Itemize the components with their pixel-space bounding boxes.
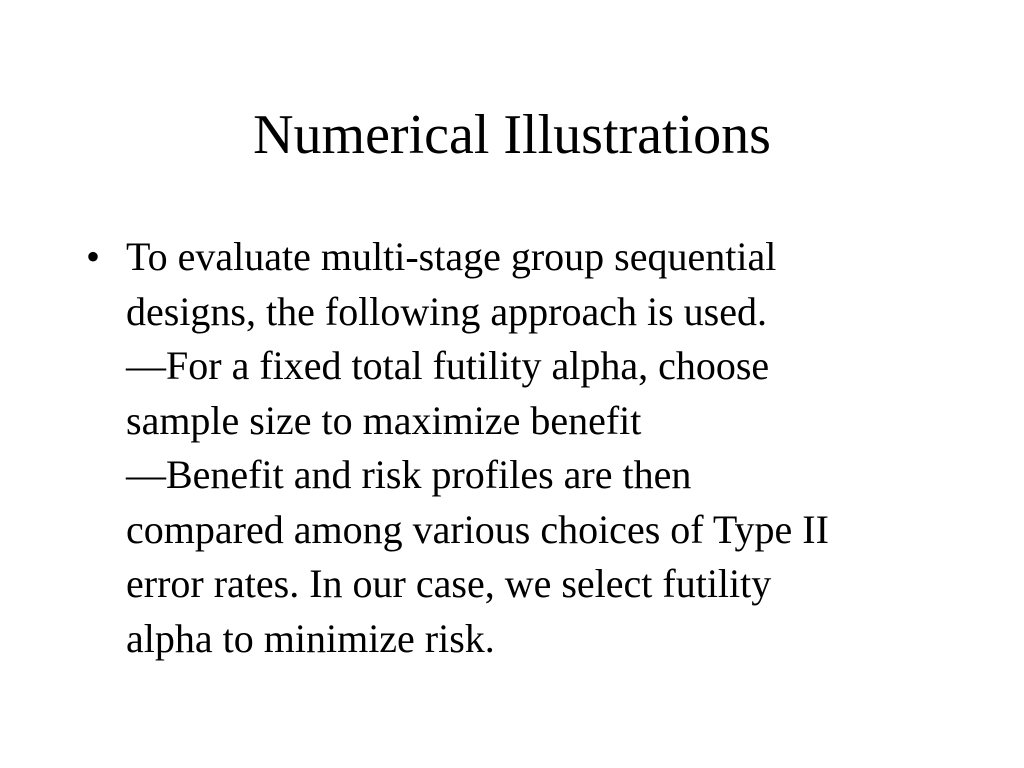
bullet-text-line: To evaluate multi-stage group sequential — [126, 234, 777, 279]
bullet-item — [83, 230, 963, 666]
bullet-text-line: alpha to minimize risk. — [126, 615, 495, 661]
bullet-text-line: —Benefit and risk profiles are then — [126, 452, 692, 497]
bullet-text-line: error rates. In our case, we select futility — [126, 561, 772, 606]
bullet-text-line: sample size to maximize benefit — [126, 397, 642, 443]
bullet-list — [83, 230, 963, 666]
bullet-text-line: designs, the following approach is used. — [126, 288, 767, 334]
slide-title: Numerical Illustrations — [253, 104, 771, 166]
bullet-text-line: —For a fixed total futility alpha, choose — [126, 343, 770, 388]
bullet-text-line: compared among various choices of Type II — [126, 506, 829, 552]
bullet-icon: • — [86, 234, 101, 279]
